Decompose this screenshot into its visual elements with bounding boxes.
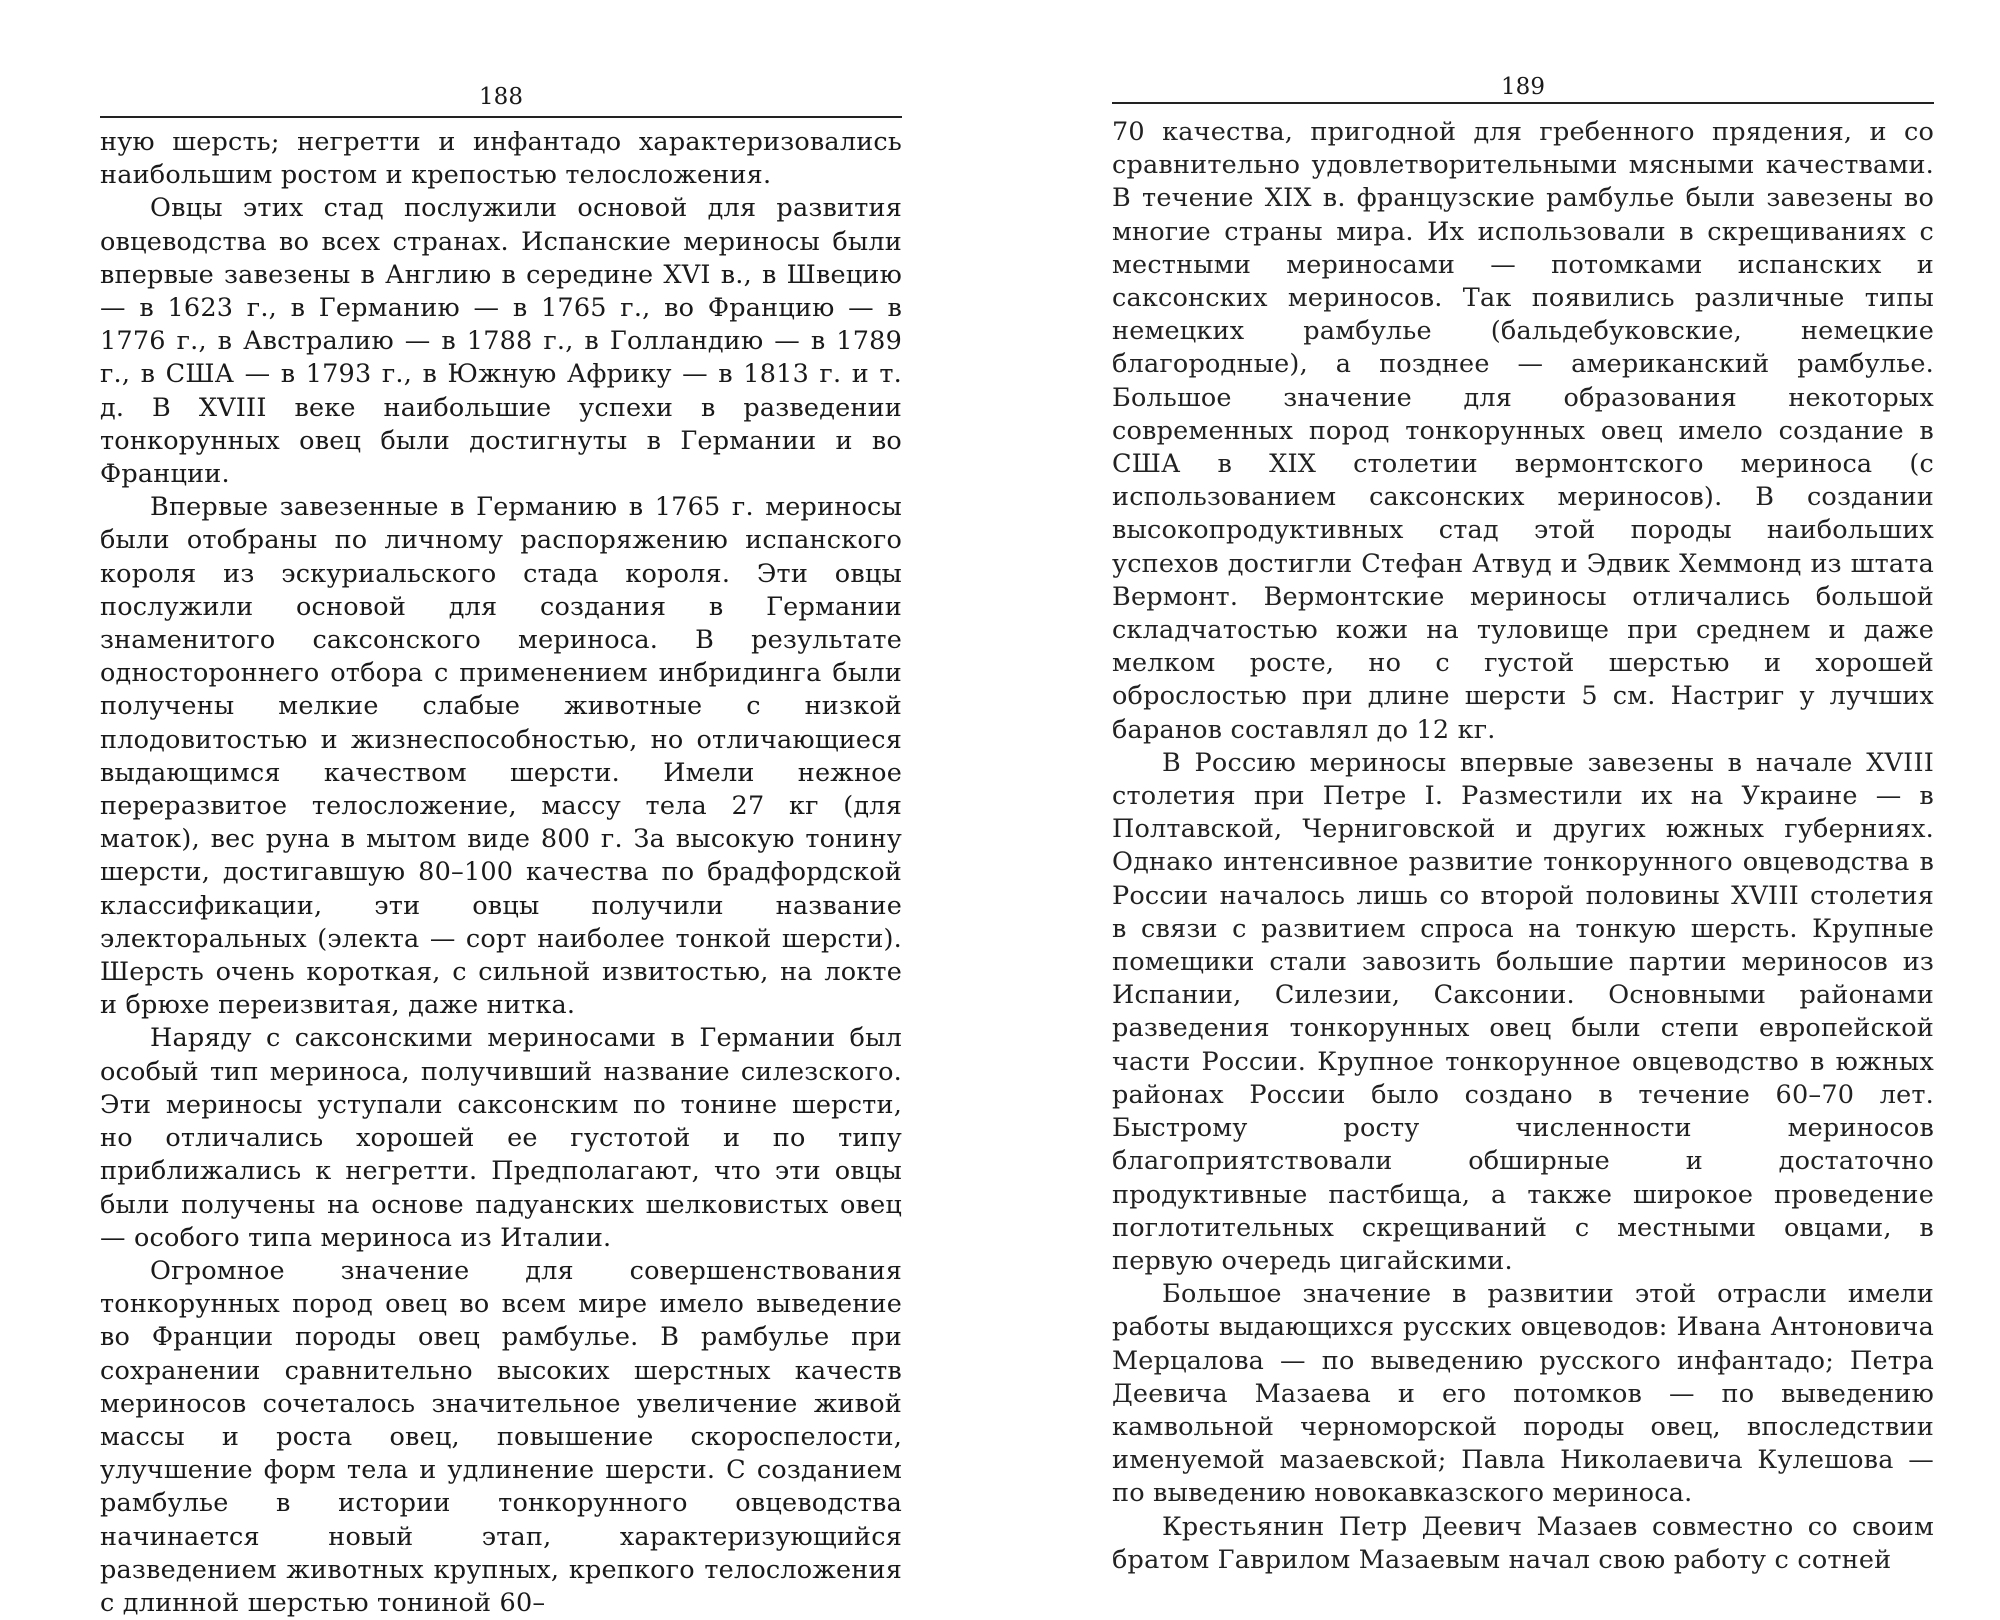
paragraph: ную шерсть; негретти и инфантадо характеризовались наибольшим ростом и крепостью телосложения.	[100, 127, 902, 191]
header-rule	[100, 116, 902, 118]
page-number: 188	[479, 84, 523, 110]
paragraph: Наряду с саксонскими мериносами в Германии был особый тип мериноса, получивший название силезского. Эти мериносы уступали саксонским по тонине шерсти, но отличались хорошей ее густотой и по типу приближались к негретти. Предполагают, что эти овцы были получены на основе падуанских шелковистых овец — особого типа мериноса из Италии.	[100, 1023, 902, 1253]
paragraph: Огромное значение для совершенствования тонкорунных пород овец во всем мире имело выведение во Франции породы овец рамбулье. В рамбулье при сохранении сравнительно высоких шерстных качеств мериносов сочеталось значительное увеличение живой массы и роста овец, повышение скороспелости, улучшение форм тела и удлинение шерсти. С созданием рамбулье в истории тонкорунного овцеводства начинается новый этап, характеризующийся разведением животных крупных, крепкого телосложения с длинной шерстью тониной 60–	[100, 1255, 902, 1618]
header-rule	[1112, 102, 1934, 104]
left-page	[100, 0, 902, 1618]
paragraph: Впервые завезенные в Германию в 1765 г. мериносы были отобраны по личному распоряжению испанского короля из эскуриальского стада короля. Эти овцы послужили основой для создания в Германии знаменитого саксонского мериноса. В результате одностороннего отбора с применением инбридинга были получены мелкие слабые животные с низкой плодовитостью и жизнеспособностью, но отличающиеся выдающимся качеством шерсти. Имели нежное переразвитое телосложение, массу тела 27 кг (для маток), вес руна в мытом виде 800 г. За высокую тонину шерсти, достигавшую 80–100 качества по брадфордской классификации, эти овцы получили название электоральных (электа — сорт наиболее тонкой шерсти). Шерсть очень короткая, с сильной извитостью, на локте и брюхе переизвитая, даже нитка.	[100, 492, 902, 1021]
paragraph: Овцы этих стад послужили основой для развития овцеводства во всех странах. Испанские мериносы были впервые завезены в Англию в середине XVI в., в Швецию — в 1623 г., в Германию — в 1765 г., во Францию — в 1776 г., в Австралию — в 1788 г., в Голландию — в 1789 г., в США — в 1793 г., в Южную Африку — в 1813 г. и т. д. В XVIII веке наибольшие успехи в разведении тонкорунных овец были достигнуты в Германии и во Франции.	[100, 193, 902, 490]
paragraph: 70 качества, пригодной для гребенного прядения, и со сравнительно удовлетворительными мясными качествами. В течение XIX в. французские рамбулье были завезены во многие страны мира. Их использовали в скрещиваниях с местными мериносами — потомками испанских и саксонских мериносов. Так появились различные типы немецких рамбулье (бальдебуковские, немецкие благородные), а позднее — американский рамбулье. Большое значение для образования некоторых современных пород тонкорунных овец имело создание в США в XIX столетии вермонтского мериноса (с использованием саксонских мериносов). В создании высокопродуктивных стад этой породы наибольших успехов достигли Стефан Атвуд и Эдвик Хеммонд из штата Вермонт. Вермонтские мериносы отличались большой складчатостью кожи на туловище при среднем и даже мелком росте, но с густой шерстью и хорошей оброслостью при длине шерсти 5 см. Настриг у лучших баранов составлял до 12 кг.	[1112, 117, 1934, 745]
page-body	[100, 126, 902, 1620]
paragraph: Большое значение в развитии этой отрасли имели работы выдающихся русских овцеводов: Ивана Антоновича Мерцалова — по выведению русского инфантадо; Петра Деевича Мазаева и его потомков — по выведению камвольной черноморской породы овец, впоследствии именуемой мазаевской; Павла Николаевича Кулешова — по выведению новокавказского мериноса.	[1112, 1279, 1934, 1509]
page-body	[1112, 116, 1934, 1577]
paragraph: Крестьянин Петр Деевич Мазаев совместно со своим братом Гаврилом Мазаевым начал свою работу с сотней	[1112, 1511, 1934, 1575]
right-page	[1112, 0, 1934, 1598]
paragraph: В Россию мериносы впервые завезены в начале XVIII столетия при Петре I. Разместили их на Украине — в Полтавской, Черниговской и других южных губерниях. Однако интенсивное развитие тонкорунного овцеводства в России началось лишь со второй половины XVIII столетия в связи с развитием спроса на тонкую шерсть. Крупные помещики стали завозить большие партии мериносов из Испании, Силезии, Саксонии. Основными районами разведения тонкорунных овец были степи европейской части России. Крупное тонкорунное овцеводство в южных районах России было создано в течение 60–70 лет. Быстрому росту численности мериносов благоприятствовали обширные и достаточно продуктивные пастбища, а также широкое проведение поглотительных скрещиваний с местными овцами, в первую очередь цигайскими.	[1112, 747, 1934, 1276]
page-number: 189	[1501, 74, 1545, 100]
